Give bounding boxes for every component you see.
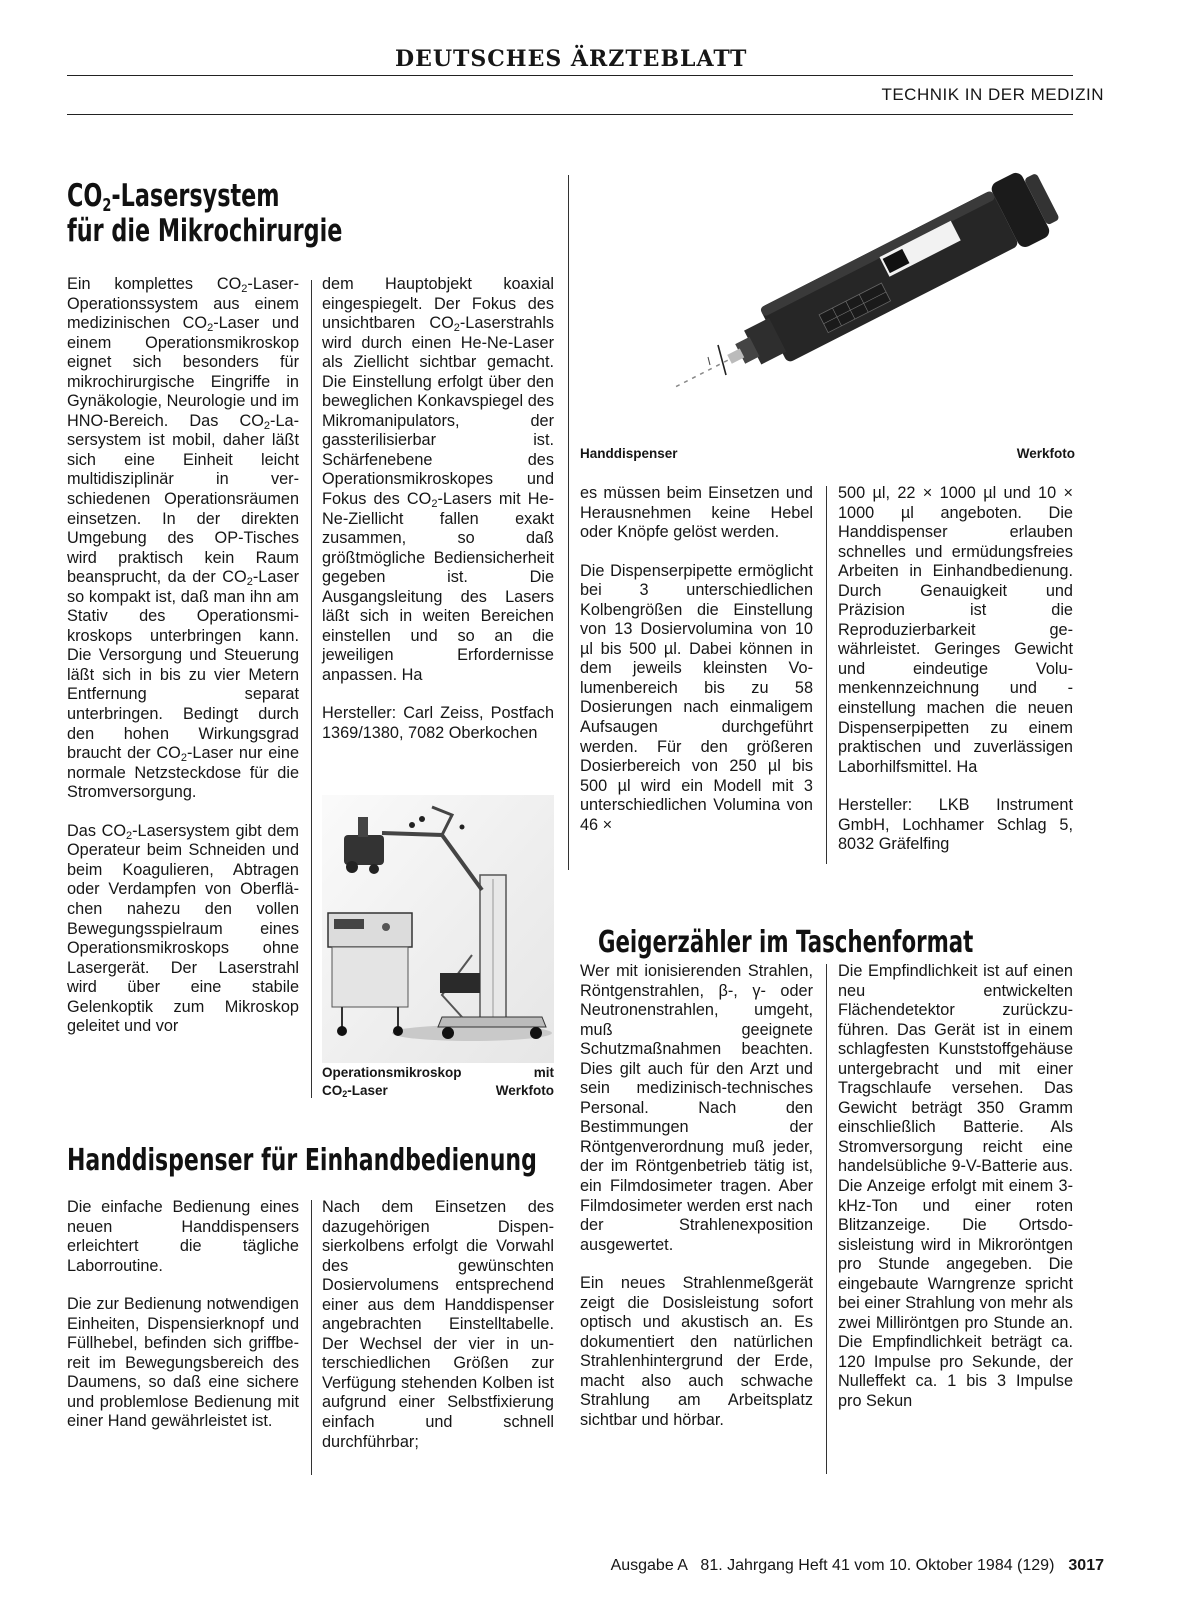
column-divider — [311, 1200, 312, 1475]
section-rule — [67, 114, 1073, 115]
masthead-rule — [67, 75, 1073, 76]
article1-column-1: Ein komplettes $CO_2-Laser$-Operationssystem aus einem medizinischen $CO_2$-Laser und einem Operationsmikroskop eignet sich besonders für mikrochirurgische Eingriffe in Gynäkologie, Neurologie und im HNO-Bereich. Das $CO_2$-Lasersystem ist mobil, daher läßt sich eine Einheit leicht multidisziplinär in verschiedenen Operationsräumen einsetzen. In der direkten Umgebung des OP-Tisches wird praktisch kein Raum beansprucht, da der $CO_2$-Laser so kompakt ist, daß man ihn am Stativ des Operationsmikroskops unterbringen kann. Die Versorgung und Steuerung läßt sich in bis zu vier Metern Entfernung separat unterbringen. Bedingt durch den hohen Wirkungsgrad braucht der $CO_2$-Laser nur eine normale Netzsteckdose für die Stromversorgung. Das $CO_2$-Lasersystem gibt dem Operateur beim Schneiden und beim Koagulieren, Abtragen oder Verdampfen von Oberflächen nahezu den vollen Bewegungsspielraum eines Operationsmikroskops ohne Lasergerät. Der Laserstrahl wird über eine stabile Gelenkoptik zum Mikroskop geleitet und vor — [67, 275, 300, 1036]
section-title: TECHNIK IN DER MEDIZIN — [881, 85, 1104, 104]
article1-headline — [67, 180, 391, 249]
column-divider — [568, 175, 569, 870]
article2-headline: Handdispenser für Einhandbedienung — [67, 1143, 537, 1178]
article1-headline-line1: $CO_2$-Lasersystem — [67, 178, 280, 216]
figure2-caption-title: Handdispenser — [580, 446, 678, 461]
page-footer — [611, 1557, 1104, 1575]
operating-microscope-photo — [322, 795, 554, 1063]
masthead: DEUTSCHES ÄRZTEBLATT — [395, 46, 748, 72]
article2-column-1: Die einfache Bedienung eines neuen Handdispensers erleichtert die tägliche Laborroutine. Die zur Bedienung notwendigen Einheiten, Dispensierknopf und Füllhebel, befinden sich griffbereit im Bewegungsbereich des Daumens, so daß eine sichere und problemlose Bedienung mit einer Hand gewährleistet ist. — [67, 1198, 299, 1431]
page-number: 3017 — [1068, 1557, 1104, 1574]
figure1-caption — [322, 1064, 554, 1100]
article3-column-2: Die Empfindlichkeit ist auf einen neu entwickelten Flächendetektor zurückzuführen. Das Gerät ist in einem schlagfesten Kunststoffgehäuse untergebracht und mit einer Tragschlaufe versehen. Das Gewicht beträgt 350 Gramm einschließlich Batterie. Als Stromversorgung reicht eine handelsübliche 9-V-Batterie aus. Die Anzeige erfolgt mit einem 3-kHz-Ton und einer roten Blitzanzeige. Die Ortsdosisleistung wird in Mikroröntgen pro Stunde angegeben. Die eingebaute Warngrenze spricht bei einer Strahlung von mehr als zwei Milliröntgen pro Stunde an. Die Empfindlichkeit beträgt ca. 120 Impulse pro Sekunde, der Nulleffekt ca. 1 bis 3 Impulse pro Sekun — [838, 962, 1073, 1411]
figure1-caption-credit: Werkfoto — [495, 1083, 554, 1098]
article2-column-2: Nach dem Einsetzen des dazugehörigen Dispensierkolbens erfolgt die Vorwahl des gewünschten Dosiervolumens entsprechend einer aus dem Handdispenser angebrachten Einstelltabelle. Der Wechsel der vier in unterschiedlichen Größen zur Verfügung stehenden Kolben ist aufgrund einer Selbstfixierung einfach und schnell durchführbar; — [322, 1198, 554, 1451]
figure1-caption-title: Operationsmikroskop — [322, 1065, 462, 1080]
figure2-caption-credit: Werkfoto — [1016, 446, 1075, 461]
column-divider — [826, 964, 827, 1474]
figure1-caption-mit: mit — [533, 1065, 554, 1080]
article3-headline: Geigerzähler im Taschenformat — [598, 925, 974, 960]
article3-column-1: Wer mit ionisierenden Strahlen, Röntgenstrahlen, β-, γ- oder Neutronenstrahlen, umgeht, muß geeignete Schutzmaßnahmen beachten. Dies gilt auch für den Arzt und sein medizinisch-technisches Personal. Nach den Bestimmungen der Röntgenverordnung muß jeder, der im Röntgenbetrieb tätig ist, ein Filmdosimeter tragen. Aber Filmdosimeter werden erst nach der Strahlenexposition ausgewertet. Ein neues Strahlenmeßgerät zeigt die Dosisleistung sofort optisch und akustisch an. Es dokumentiert den natürlichen Strahlenhintergrund der Erde, macht also auch schwache Strahlung am Arbeitsplatz sichtbar und hörbar. — [580, 962, 813, 1430]
article1-headline-line2: für die Mikrochirurgie — [67, 213, 343, 250]
edition-info: Ausgabe A 81. Jahrgang Heft 41 vom 10. Oktober 1984 (129) — [610, 1557, 1055, 1574]
column-divider — [826, 486, 827, 864]
column-divider — [311, 280, 312, 1098]
handdispenser-photo — [640, 165, 1080, 405]
article1-column-2: dem Hauptobjekt koaxial eingespiegelt. Der Fokus des unsichtbaren $CO_2$-Laserstrahls wird durch einen He-Ne-Laser als Ziellicht sichtbar gemacht. Die Einstellung erfolgt über den beweglichen Konkavspiegel des Mikromanipulators, der gassterilisierbar ist. Schärfenebene des Operationsmikroskopes und Fokus des $CO_2$-Lasers mit He-Ne-Ziellicht fallen exakt zusammen, so daß größtmögliche Bediensicherheit gegeben ist. Die Ausgangsleitung des Lasers läßt sich in weiten Bereichen einstellen und so an die jeweiligen Erfordernisse anpassen. Ha Hersteller: Carl Zeiss, Postfach 1369/1380, 7082 Oberkochen — [322, 275, 554, 743]
figure1-caption-laser: $CO_2$-Laser — [322, 1083, 388, 1099]
article2-column-4: 500 µl, 22 × 1000 µl und 10 × 1000 µl angeboten. Die Handdispenser erlauben schnelles und ermüdungsfreies Arbeiten in Einhandbedienung. Durch Genauigkeit und Präzision ist die Reproduzierbarkeit gewährleistet. Geringes Gewicht und eindeutige Volumenkennzeichnung und -einstellung machen die neuen Dispenserpipetten zu einem praktischen und zuverlässigen Laborhilfsmittel. Ha Hersteller: LKB Instrument GmbH, Lochhamer Schlag 5, 8032 Gräfelfing — [838, 484, 1073, 854]
article2-column-3: es müssen beim Einsetzen und Herausnehmen keine Hebel oder Knöpfe gelöst werden. Die Dispenserpipette ermöglicht bei 3 unterschiedlichen Kolbengrößen die Einstellung von 13 Dosiervolumina von 10 µl bis 500 µl. Dabei können in dem jeweils kleinsten Volumenbereich bis zu 58 Dosierungen nach einmaligem Aufsaugen durchgeführt werden. Für den größeren Dosierbereich von 250 µl bis 500 µl wird ein Modell mit 3 unterschiedlichen Volumina von 46 × — [580, 484, 813, 834]
figure2-caption — [580, 445, 1075, 463]
